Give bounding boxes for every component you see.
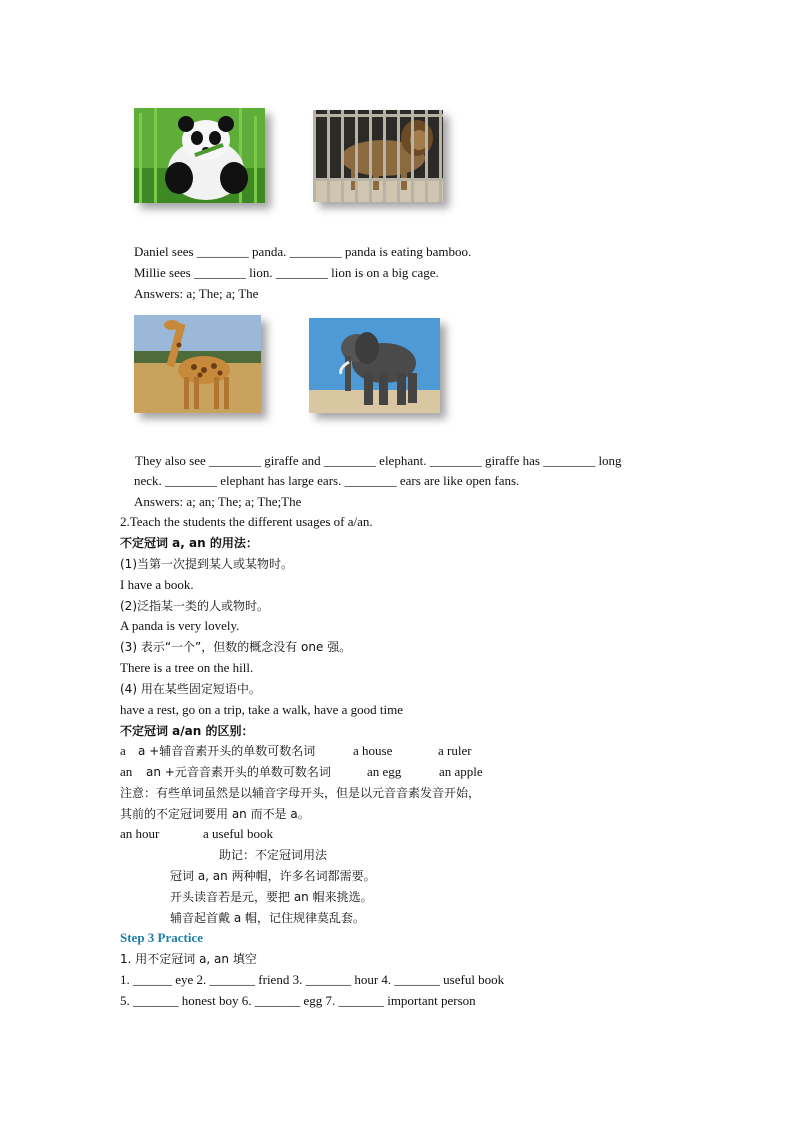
- usage-4: (4) 用在某些固定短语中。: [120, 682, 261, 696]
- note-example-2: a useful book: [203, 826, 274, 841]
- mnemonic-line-1: 冠词 a, an 两种帽，许多名词都需要。: [170, 869, 376, 883]
- step3-heading: Step 3 Practice: [120, 930, 204, 945]
- a-example-2: a ruler: [438, 743, 472, 758]
- lion-image: [313, 110, 443, 202]
- an-label: an: [120, 764, 133, 779]
- note-line-1: 注意：有些单词虽然是以辅音字母开头，但是以元音音素发音开始，: [120, 786, 481, 800]
- practice-instruction: 1. 用不定冠词 a, an 填空: [120, 952, 257, 966]
- exercise2-line2: neck. ________ elephant has large ears. ________ ears are like open fans.: [134, 473, 520, 488]
- exercise2-line1: They also see ________ giraffe and ________ elephant. ________ giraffe has ________ long: [135, 453, 622, 468]
- mnemonic-title: 助记：不定冠词用法: [219, 848, 328, 862]
- usage-3: (3) 表示“一个”，但数的概念没有 one 强。: [120, 640, 352, 654]
- giraffe-image: [134, 315, 261, 413]
- exercise1-line2: Millie sees ________ lion. ________ lion is on a big cage.: [134, 265, 439, 280]
- a-rule: a +辅音音素开头的单数可数名词: [138, 744, 316, 758]
- elephant-image: [309, 318, 440, 413]
- an-example-2: an apple: [439, 764, 483, 779]
- exercise1-line1: Daniel sees ________ panda. ________ panda is eating bamboo.: [134, 244, 472, 259]
- note-example-1: an hour: [120, 826, 160, 841]
- an-example-1: an egg: [367, 764, 402, 779]
- usage-2: (2)泛指某一类的人或物时。: [120, 599, 269, 613]
- difference-title: 不定冠词 a/an 的区别：: [120, 724, 254, 738]
- usage-title: 不定冠词 a, an 的用法：: [120, 536, 258, 550]
- usage-1-example: I have a book.: [120, 577, 194, 592]
- usage-1: (1)当第一次提到某人或某物时。: [120, 557, 293, 571]
- practice-row-1: 1. ______ eye 2. _______ friend 3. _______ hour 4. _______ useful book: [120, 972, 505, 987]
- mnemonic-line-2: 开头读音若是元，要把 an 帽来挑选。: [170, 890, 373, 904]
- usage-4-example: have a rest, go on a trip, take a walk, have a good time: [120, 702, 404, 717]
- practice-row-2: 5. _______ honest boy 6. _______ egg 7. _______ important person: [120, 993, 476, 1008]
- note-line-2: 其前的不定冠词要用 an 而不是 a。: [120, 807, 310, 821]
- step2-instruction: 2.Teach the students the different usages of a/an.: [120, 514, 373, 529]
- an-rule: an +元音音素开头的单数可数名词: [146, 765, 331, 779]
- exercise1-answers: Answers: a; The; a; The: [134, 286, 259, 301]
- a-example-1: a house: [353, 743, 393, 758]
- usage-2-example: A panda is very lovely.: [120, 618, 240, 633]
- a-label: a: [120, 743, 126, 758]
- panda-image: [134, 108, 265, 203]
- mnemonic-line-3: 辅音起首戴 a 帽，记住规律莫乱套。: [170, 911, 365, 925]
- exercise2-answers: Answers: a; an; The; a; The;The: [134, 494, 302, 509]
- usage-3-example: There is a tree on the hill.: [120, 660, 254, 675]
